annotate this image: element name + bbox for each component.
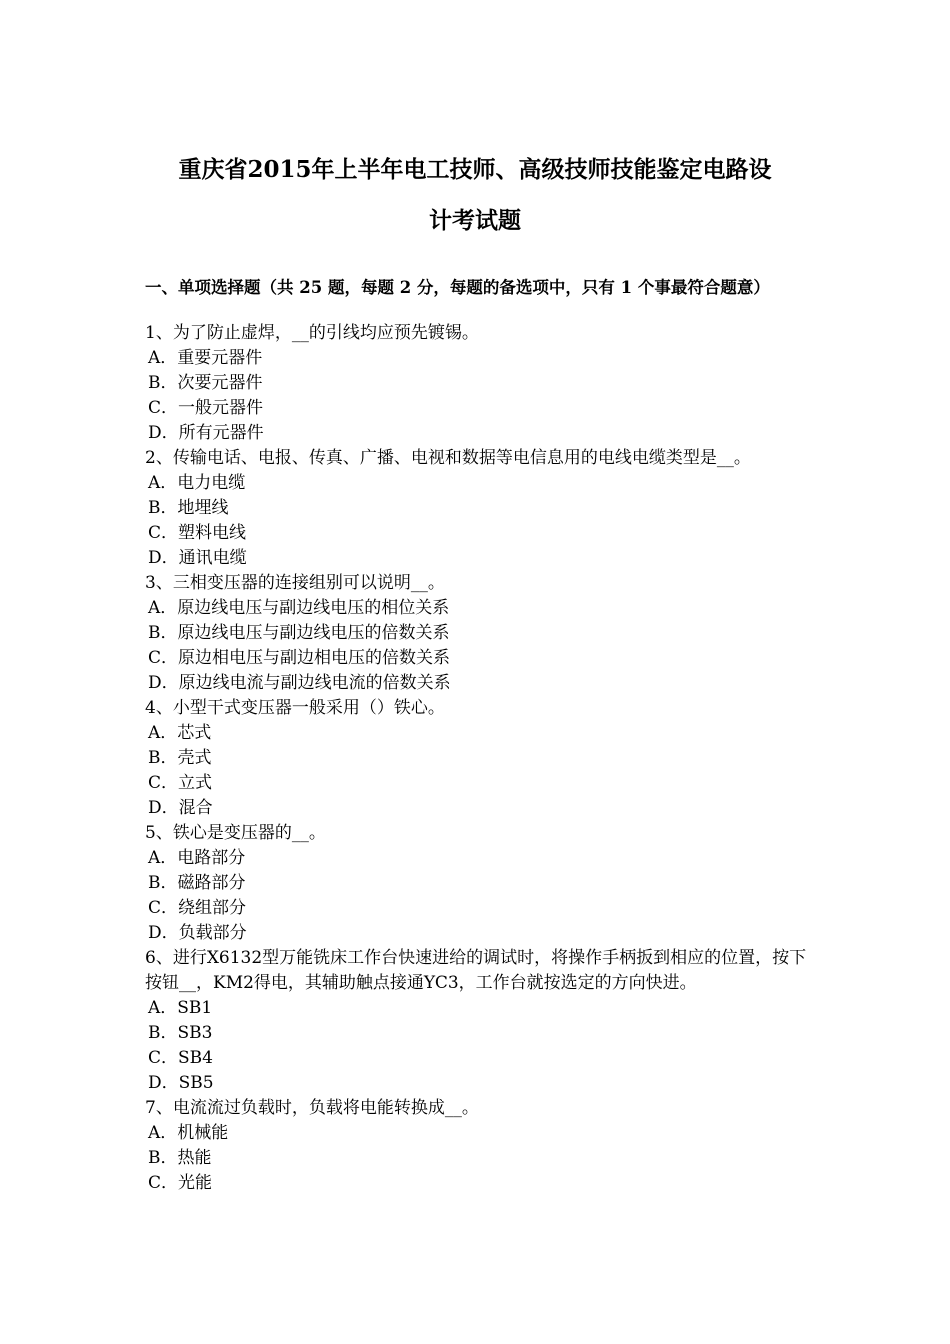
option-a (145, 346, 825, 371)
option-letter: D． (148, 423, 179, 443)
option-text: SB4 (178, 1048, 213, 1068)
option-letter: C． (148, 898, 179, 918)
option-text: 磁路部分 (177, 873, 246, 893)
option-letter: A． (148, 848, 178, 868)
option-text: 原边线电流与副边线电流的倍数关系 (178, 673, 451, 693)
option-list (145, 596, 825, 696)
option-letter: C． (148, 1048, 179, 1068)
option-d (145, 921, 825, 946)
question-5 (145, 821, 825, 946)
option-text: 机械能 (177, 1123, 229, 1143)
option-text: 立式 (178, 773, 213, 793)
option-letter: C． (148, 773, 179, 793)
question-text: 5、铁心是变压器的__。 (145, 823, 326, 843)
option-c (145, 521, 825, 546)
question-text: 7、电流流过负载时，负载将电能转换成__。 (145, 1098, 479, 1118)
option-text: 原边线电压与副边线电压的相位关系 (177, 598, 450, 618)
option-text: 一般元器件 (178, 398, 264, 418)
option-letter: B． (148, 373, 178, 393)
question-text: 3、三相变压器的连接组别可以说明__。 (145, 573, 445, 593)
option-a (145, 721, 825, 746)
option-letter: D． (148, 1073, 179, 1093)
option-text: 热能 (177, 1148, 212, 1168)
option-text: 塑料电线 (178, 523, 247, 543)
option-text: 电力电缆 (177, 473, 246, 493)
option-letter: C． (148, 648, 179, 668)
option-c (145, 896, 825, 921)
option-d (145, 796, 825, 821)
option-b (145, 871, 825, 896)
option-letter: D． (148, 673, 179, 693)
option-c (145, 1171, 825, 1196)
option-letter: D． (148, 548, 179, 568)
option-letter: B． (148, 1148, 178, 1168)
question-text: 4、小型干式变压器一般采用（）铁心。 (145, 698, 445, 718)
option-letter: C． (148, 1173, 179, 1193)
section-heading: 一、单项选择题（共 25 题，每题 2 分，每题的备选项中，只有 1 个事最符合题意） (145, 278, 770, 297)
option-c (145, 771, 825, 796)
option-list (145, 1121, 825, 1196)
option-text: SB3 (177, 1023, 213, 1043)
option-list (145, 471, 825, 571)
option-list (145, 721, 825, 821)
option-letter: C． (148, 398, 179, 418)
question-text: 2、传输电话、电报、传真、广播、电视和数据等电信息用的电线电缆类型是__。 (145, 448, 751, 468)
question-7 (145, 1096, 825, 1196)
option-text: 原边相电压与副边相电压的倍数关系 (178, 648, 451, 668)
option-text: 绕组部分 (178, 898, 247, 918)
option-text: SB5 (178, 1073, 214, 1093)
option-a (145, 996, 825, 1021)
option-d (145, 671, 825, 696)
option-c (145, 1046, 825, 1071)
option-c (145, 396, 825, 421)
option-d (145, 421, 825, 446)
option-b (145, 496, 825, 521)
option-d (145, 1071, 825, 1096)
option-text: 光能 (178, 1173, 213, 1193)
option-text: 地埋线 (177, 498, 229, 518)
option-letter: B． (148, 1023, 178, 1043)
question-1 (145, 321, 825, 446)
option-letter: A． (148, 598, 178, 618)
option-list (145, 996, 825, 1096)
option-letter: A． (148, 348, 178, 368)
document-title-line-2: 计考试题 (429, 207, 521, 234)
option-text: 原边线电压与副边线电压的倍数关系 (177, 623, 450, 643)
question-text: 6、进行X6132型万能铣床工作台快速进给的调试时，将操作手柄扳到相应的位置，按下按钮__，KM2得电，其辅助触点接通YC3，工作台就按选定的方向快进。 (145, 948, 807, 993)
option-letter: D． (148, 798, 179, 818)
option-letter: A． (148, 1123, 178, 1143)
option-a (145, 471, 825, 496)
option-c (145, 646, 825, 671)
option-list (145, 846, 825, 946)
option-d (145, 546, 825, 571)
question-3 (145, 571, 825, 696)
option-letter: B． (148, 873, 178, 893)
document-title-line-1: 重庆省2015年上半年电工技师、高级技师技能鉴定电路设 (178, 156, 772, 183)
option-b (145, 371, 825, 396)
option-letter: C． (148, 523, 179, 543)
option-b (145, 1021, 825, 1046)
option-letter: A． (148, 723, 178, 743)
question-6 (145, 946, 825, 1096)
option-letter: D． (148, 923, 179, 943)
option-a (145, 846, 825, 871)
option-b (145, 621, 825, 646)
option-letter: B． (148, 748, 178, 768)
option-b (145, 1146, 825, 1171)
option-text: 电路部分 (177, 848, 246, 868)
option-text: 所有元器件 (178, 423, 264, 443)
option-b (145, 746, 825, 771)
option-text: 次要元器件 (177, 373, 263, 393)
question-list (145, 321, 825, 1196)
question-4 (145, 696, 825, 821)
option-list (145, 346, 825, 446)
option-a (145, 596, 825, 621)
question-2 (145, 446, 825, 571)
option-letter: B． (148, 623, 178, 643)
question-text: 1、为了防止虚焊，__的引线均应预先镀锡。 (145, 323, 479, 343)
option-letter: A． (148, 998, 178, 1018)
option-text: 负载部分 (178, 923, 247, 943)
option-text: 通讯电缆 (178, 548, 247, 568)
option-letter: B． (148, 498, 178, 518)
option-a (145, 1121, 825, 1146)
option-text: 混合 (178, 798, 213, 818)
option-letter: A． (148, 473, 178, 493)
option-text: SB1 (177, 998, 213, 1018)
option-text: 芯式 (177, 723, 212, 743)
option-text: 壳式 (177, 748, 212, 768)
option-text: 重要元器件 (177, 348, 263, 368)
